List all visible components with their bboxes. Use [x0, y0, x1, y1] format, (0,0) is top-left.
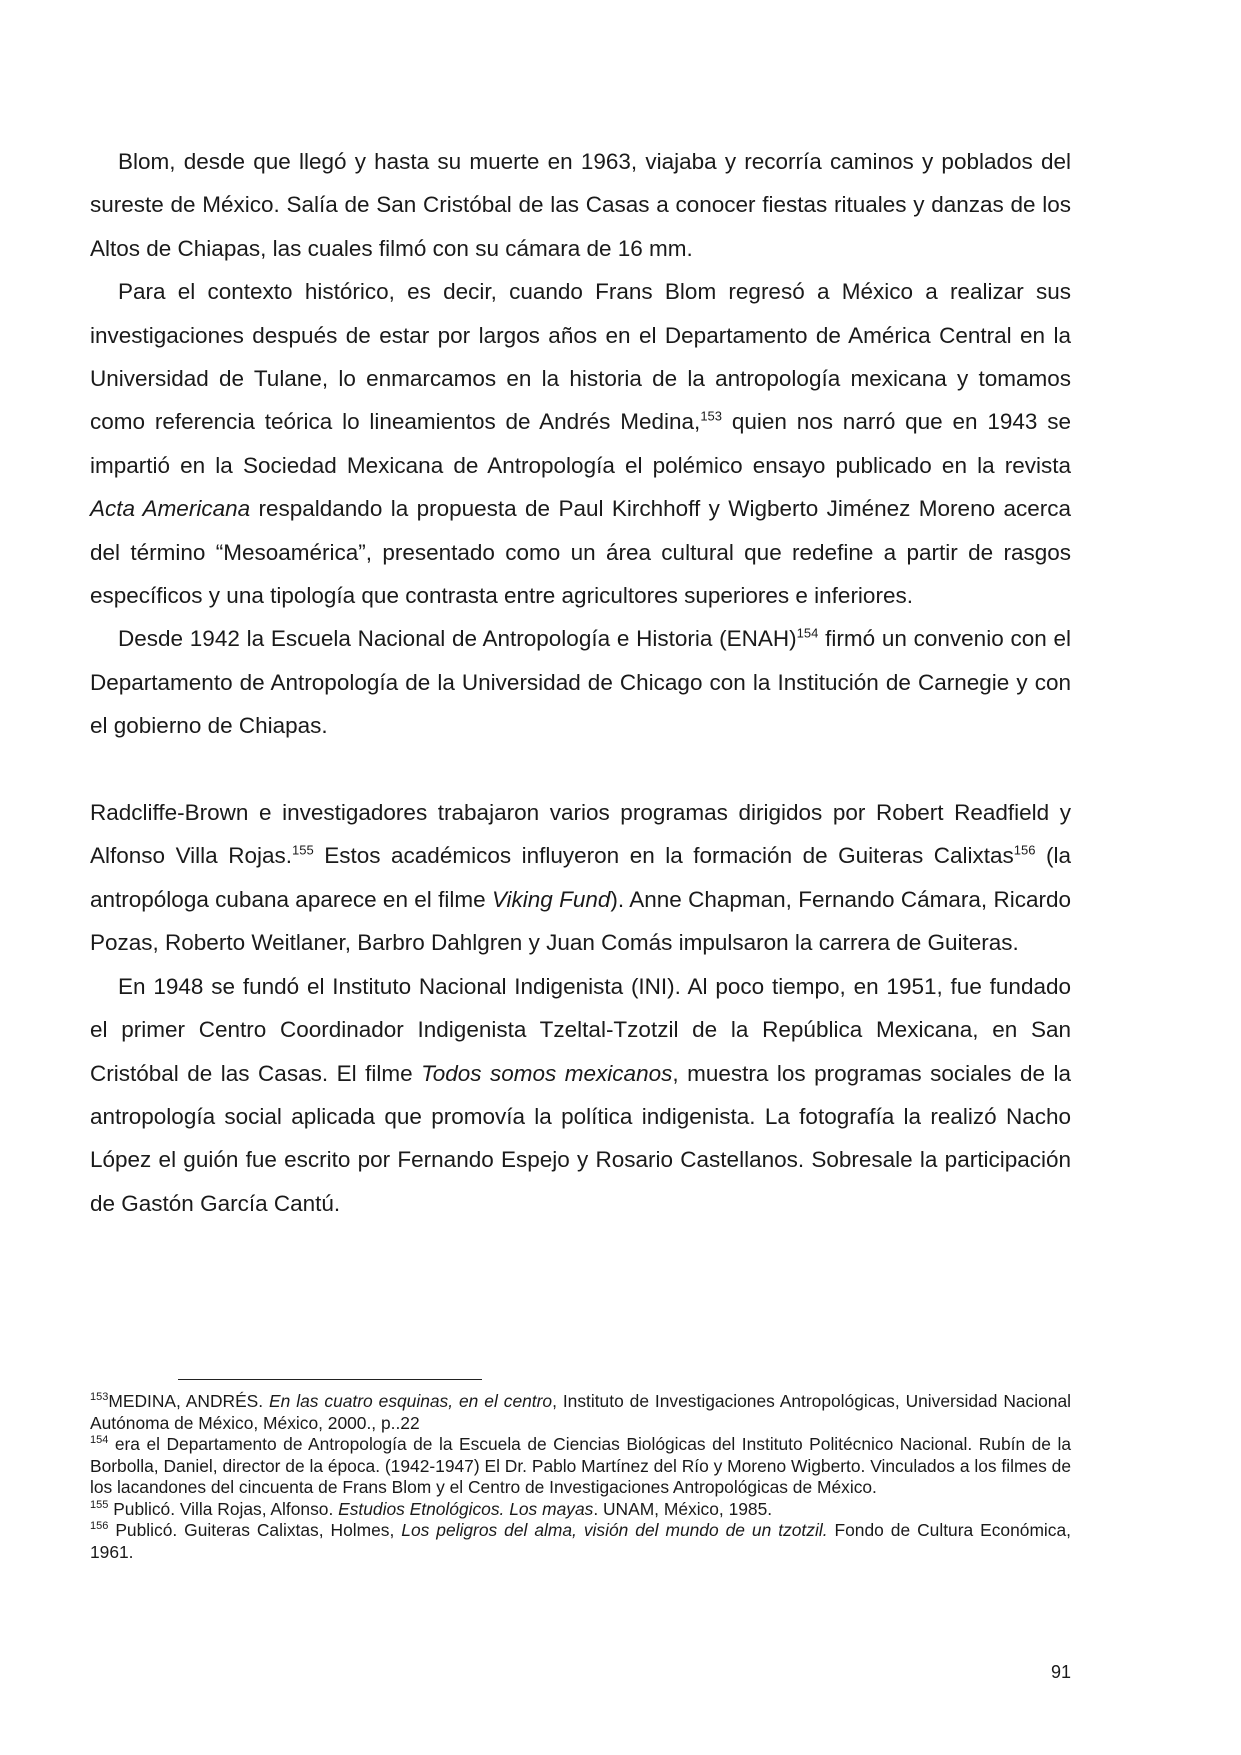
book-title: Los peligros del alma, visión del mundo de un tzotzil.	[401, 1520, 828, 1540]
footnote-number: 154	[90, 1434, 109, 1447]
paragraph-1	[90, 140, 1071, 270]
paragraph-4	[90, 791, 1071, 965]
paragraph-2-text: quien nos narró que en 1943 se impartió en la Sociedad Mexicana de Antropología el polémico ensayo publicado en la revista	[90, 409, 1071, 478]
footnote-text: era el Departamento de Antropología de la Escuela de Ciencias Biológicas del Instituto Politécnico Nacional. Rubín de la Borbolla, Daniel, director de la época. (1942-1947) El Dr. Pablo Martínez del Río y Moreno Wigberto. Vinculados a los filmes de los lacandones del cincuenta de Frans Blom y el Centro de Investigaciones Antropológicas de México.	[90, 1434, 1071, 1497]
footnote-155	[90, 1499, 1071, 1521]
paragraph-4-text: (la antropóloga cubana aparece en el filme	[90, 843, 1072, 912]
paragraph-4-text: Radcliffe-Brown e investigadores trabajaron varios programas dirigidos por Robert Readfield y Alfonso Villa Rojas.	[90, 800, 1071, 869]
footnote-ref-156: 156	[1013, 842, 1036, 858]
paragraph-2	[90, 270, 1071, 617]
journal-title: Acta Americana	[90, 496, 251, 522]
paragraph-3	[90, 617, 1071, 747]
paragraph-4-text: Estos académicos influyeron en la formación de Guiteras Calixtas	[313, 843, 1014, 869]
footnote-153	[90, 1391, 1071, 1434]
footnote-number: 156	[90, 1520, 109, 1533]
footnote-156	[90, 1520, 1071, 1563]
paragraph-3-text: Desde 1942 la Escuela Nacional de Antropología e Historia (ENAH)	[118, 626, 797, 652]
book-title: Estudios Etnológicos. Los mayas	[338, 1498, 594, 1519]
footnotes	[90, 1391, 1071, 1563]
footnote-number: 155	[90, 1498, 109, 1511]
footnote-154	[90, 1434, 1071, 1499]
footnote-separator	[178, 1379, 482, 1380]
film-title: Todos somos mexicanos	[421, 1060, 673, 1086]
footnote-text: Publicó. Villa Rojas, Alfonso.	[108, 1498, 339, 1519]
body-text	[90, 140, 1071, 1225]
paragraph-5	[90, 965, 1071, 1225]
footnote-ref-155: 155	[292, 842, 314, 858]
paragraph-2-text: Para el contexto histórico, es decir, cuando Frans Blom regresó a México a realizar sus investigaciones después de estar por largos años en el Departamento de América Central en la Universidad de Tulane, lo enmarcamos en la historia de la antropología mexicana y tomamos como referencia teórica lo lineamientos de Andrés Medina,	[90, 279, 1071, 435]
blank-line	[90, 748, 1071, 791]
footnote-text: Publicó. Guiteras Calixtas, Holmes,	[108, 1520, 402, 1540]
footnote-text: MEDINA, ANDRÉS.	[108, 1391, 270, 1411]
page-number: 91	[1050, 1662, 1071, 1682]
paragraph-1-text: Blom, desde que llegó y hasta su muerte en 1963, viajaba y recorría caminos y poblados del sureste de México. Salía de San Cristóbal de las Casas a conocer fiestas rituales y danzas de los Altos de Chiapas, las cuales filmó con su cámara de 16 mm.	[90, 149, 1071, 261]
paragraph-3-text: firmó un convenio con el Departamento de Antropología de la Universidad de Chicago con la Institución de Carnegie y con el gobierno de Chiapas.	[90, 626, 1072, 739]
footnote-number: 153	[90, 1391, 109, 1404]
footnote-ref-153: 153	[700, 408, 723, 424]
footnote-text: Fondo de Cultura Económica, 1961.	[90, 1520, 1071, 1562]
footnote-text: , Instituto de Investigaciones Antropológicas, Universidad Nacional Autónoma de México, México, 2000., p..22	[90, 1391, 1071, 1433]
paragraph-5-text: , muestra los programas sociales de la antropología social aplicada que promovía la política indigenista. La fotografía la realizó Nacho López el guión fue escrito por Fernando Espejo y Rosario Castellanos. Sobresale la participación de Gastón García Cantú.	[90, 1060, 1071, 1216]
footnote-ref-154: 154	[796, 625, 819, 641]
film-title: Viking Fund	[491, 886, 611, 912]
paragraph-4-text: ). Anne Chapman, Fernando Cámara, Ricardo Pozas, Roberto Weitlaner, Barbro Dahlgren y Juan Comás impulsaron la carrera de Guiteras.	[90, 886, 1071, 956]
paragraph-2-text: respaldando la propuesta de Paul Kirchhoff y Wigberto Jiménez Moreno acerca del término “Mesoamérica”, presentado como un área cultural que redefine a partir de rasgos específicos y una tipología que contrasta entre agricultores superiores e inferiores.	[90, 496, 1072, 609]
footnote-text: . UNAM, México, 1985.	[593, 1498, 773, 1519]
book-title: En las cuatro esquinas, en el centro	[269, 1391, 553, 1411]
paragraph-5-text: En 1948 se fundó el Instituto Nacional Indigenista (INI). Al poco tiempo, en 1951, fue fundado el primer Centro Coordinador Indigenista Tzeltal-Tzotzil de la República Mexicana, en San Cristóbal de las Casas. El filme	[90, 973, 1071, 1086]
